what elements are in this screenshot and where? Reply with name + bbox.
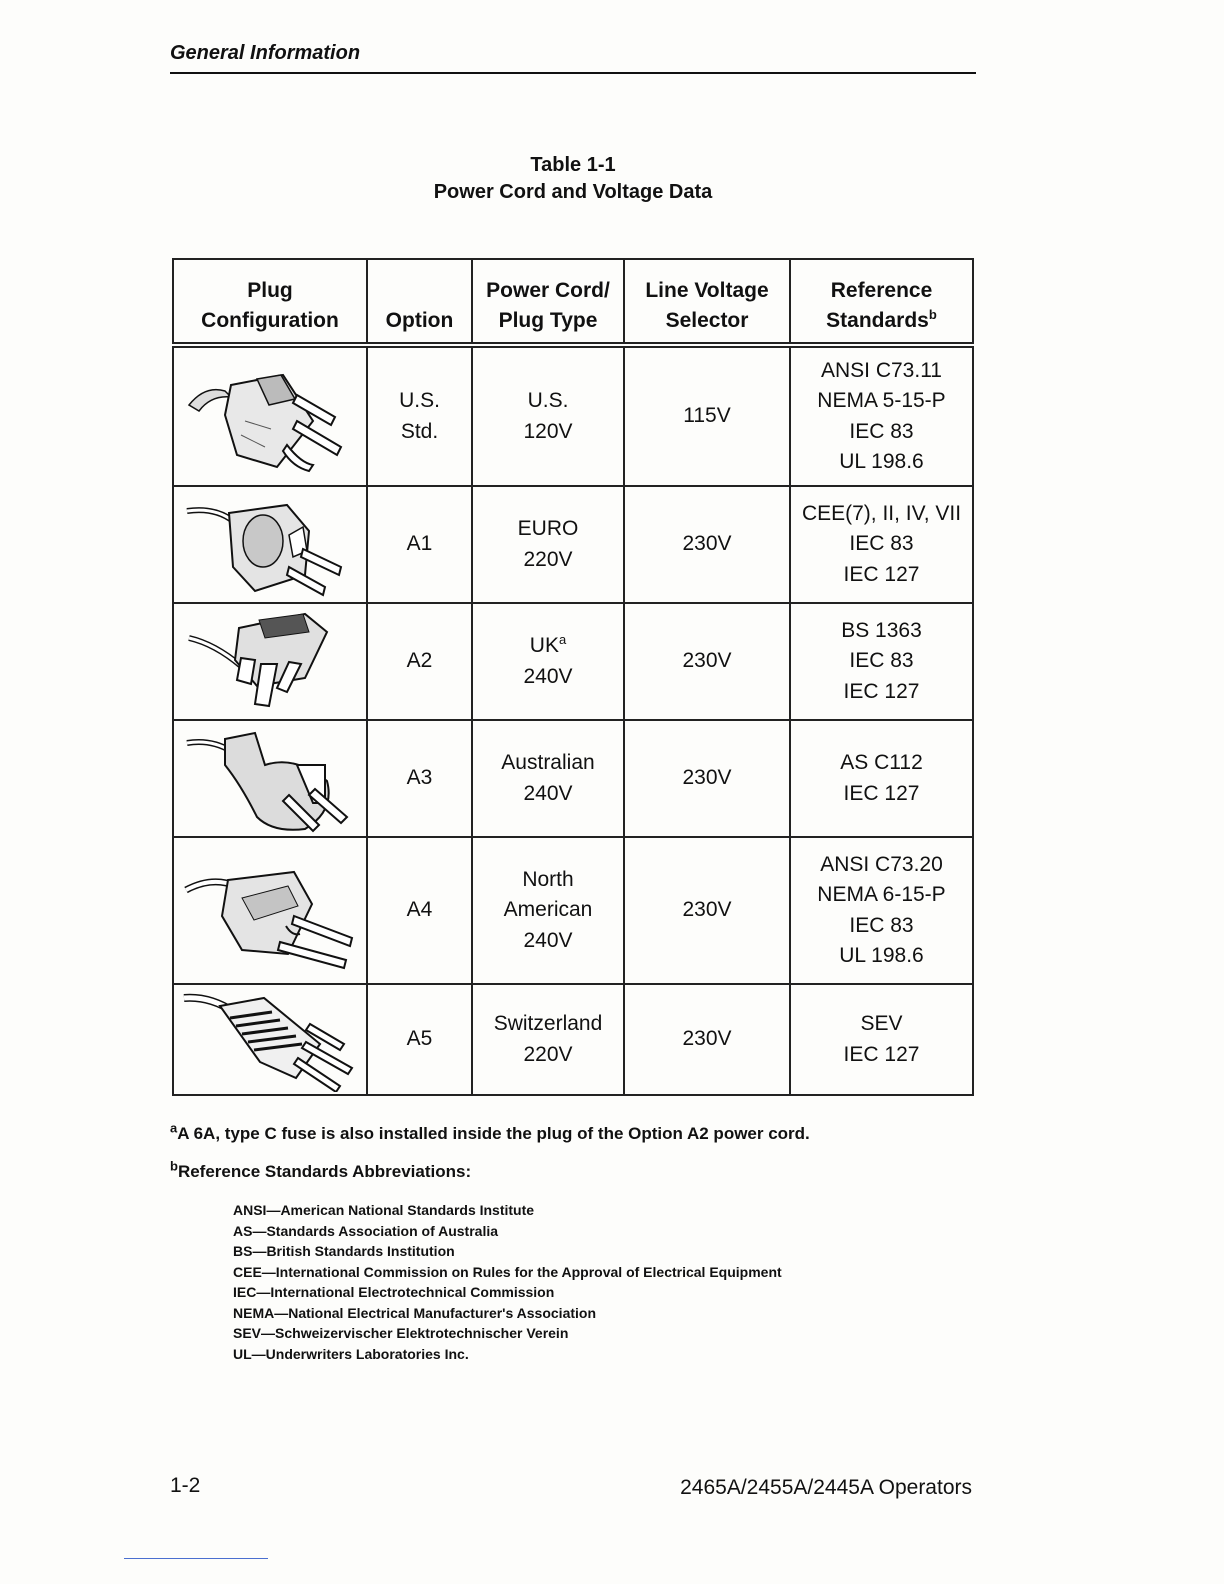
option-cell: U.S. Std.: [367, 345, 472, 486]
voltage-selector-cell: 115V: [624, 345, 790, 486]
footnote-b: [170, 1158, 472, 1182]
table-row: [173, 984, 973, 1095]
table-row: [173, 720, 973, 837]
table-header-row: [173, 259, 973, 345]
voltage-selector-cell: 230V: [624, 603, 790, 720]
list-item: CEE—International Commission on Rules for the Approval of Electrical Equipment: [233, 1263, 782, 1280]
list-item: SEV—Schweizervischer Elektrotechnischer Verein: [233, 1325, 569, 1341]
option-cell: A2: [367, 603, 472, 720]
header-power-cord-plug-type: Power Cord/ Plug Type: [472, 259, 624, 345]
footnote-a-mark: a: [170, 1120, 178, 1136]
footnote-b-mark: b: [170, 1158, 178, 1174]
switzerland-plug-icon: [180, 988, 360, 1092]
standards-cell: BS 1363 IEC 83 IEC 127: [790, 603, 973, 720]
euro-plug-icon: [185, 491, 355, 599]
standards-cell: ANSI C73.11 NEMA 5-15-P IEC 83 UL 198.6: [790, 345, 973, 486]
plug-type-cell: U.S. 120V: [472, 345, 624, 486]
table-row: [173, 603, 973, 720]
list-item: AS—Standards Association of Australia: [233, 1222, 499, 1239]
standards-cell: SEV IEC 127: [790, 984, 973, 1095]
option-cell: A4: [367, 837, 472, 984]
table-row: [173, 486, 973, 603]
plug-type-cell: North American 240V: [472, 837, 624, 984]
option-cell: A5: [367, 984, 472, 1095]
footnote-a: [170, 1120, 810, 1144]
plug-type-cell: $UK^a$ 240V: [472, 603, 624, 720]
voltage-selector-cell: 230V: [624, 720, 790, 837]
abbreviation-list: [233, 1200, 782, 1364]
option-cell: A3: [367, 720, 472, 837]
standards-cell: ANSI C73.20 NEMA 6-15-P IEC 83 UL 198.6: [790, 837, 973, 984]
plug-configuration-cell: [173, 603, 367, 720]
header-line-voltage-selector: Line Voltage Selector: [624, 259, 790, 345]
standards-cell: CEE(7), II, IV, VII IEC 83 IEC 127: [790, 486, 973, 603]
standards-cell: AS C112 IEC 127: [790, 720, 973, 837]
power-cord-table: [172, 258, 974, 1096]
table-title: Power Cord and Voltage Data: [433, 181, 713, 203]
footnote-b-text: Reference Standards Abbreviations:: [177, 1162, 472, 1181]
list-item: ANSI—American National Standards Institute: [233, 1202, 535, 1218]
table-row: [173, 345, 973, 486]
page-number: 1-2: [170, 1474, 201, 1497]
plug-configuration-cell: [173, 486, 367, 603]
table-row: [173, 837, 973, 984]
us-standard-plug-icon: [185, 355, 355, 479]
section-header: General Information: [170, 42, 361, 64]
plug-type-cell: Australian 240V: [472, 720, 624, 837]
list-item: UL—Underwriters Laboratories Inc.: [233, 1345, 469, 1362]
plug-type-cell: EURO 220V: [472, 486, 624, 603]
australian-plug-icon: [185, 725, 355, 833]
manual-title: 2465A/2455A/2445A Operators: [680, 1476, 972, 1499]
list-item: IEC—International Electrotechnical Commission: [233, 1284, 555, 1300]
list-item: BS—British Standards Institution: [233, 1243, 455, 1259]
plug-configuration-cell: [173, 984, 367, 1095]
voltage-selector-cell: 230V: [624, 486, 790, 603]
header-plug-configuration: Plug Configuration: [173, 259, 367, 345]
table-number: Table 1-1: [530, 154, 616, 176]
plug-configuration-cell: [173, 345, 367, 486]
voltage-selector-cell: 230V: [624, 837, 790, 984]
plug-type-cell: Switzerland 220V: [472, 984, 624, 1095]
option-cell: A1: [367, 486, 472, 603]
header-option: Option: [367, 259, 472, 345]
footer-link-underline: [124, 1558, 268, 1559]
footnote-a-text: A 6A, type C fuse is also installed inside the plug of the Option A2 power cord.: [177, 1124, 810, 1143]
list-item: NEMA—National Electrical Manufacturer's Association: [233, 1304, 597, 1321]
voltage-selector-cell: 230V: [624, 984, 790, 1095]
header-rule: [170, 72, 976, 74]
header-reference-standards: Reference Standards$^b$: [790, 259, 973, 345]
footnote-mark-a: a: [558, 632, 567, 647]
north-american-plug-icon: [182, 846, 358, 976]
plug-configuration-cell: [173, 720, 367, 837]
footnote-mark-b: b: [928, 307, 937, 322]
uk-plug-icon: [185, 608, 355, 716]
plug-configuration-cell: [173, 837, 367, 984]
